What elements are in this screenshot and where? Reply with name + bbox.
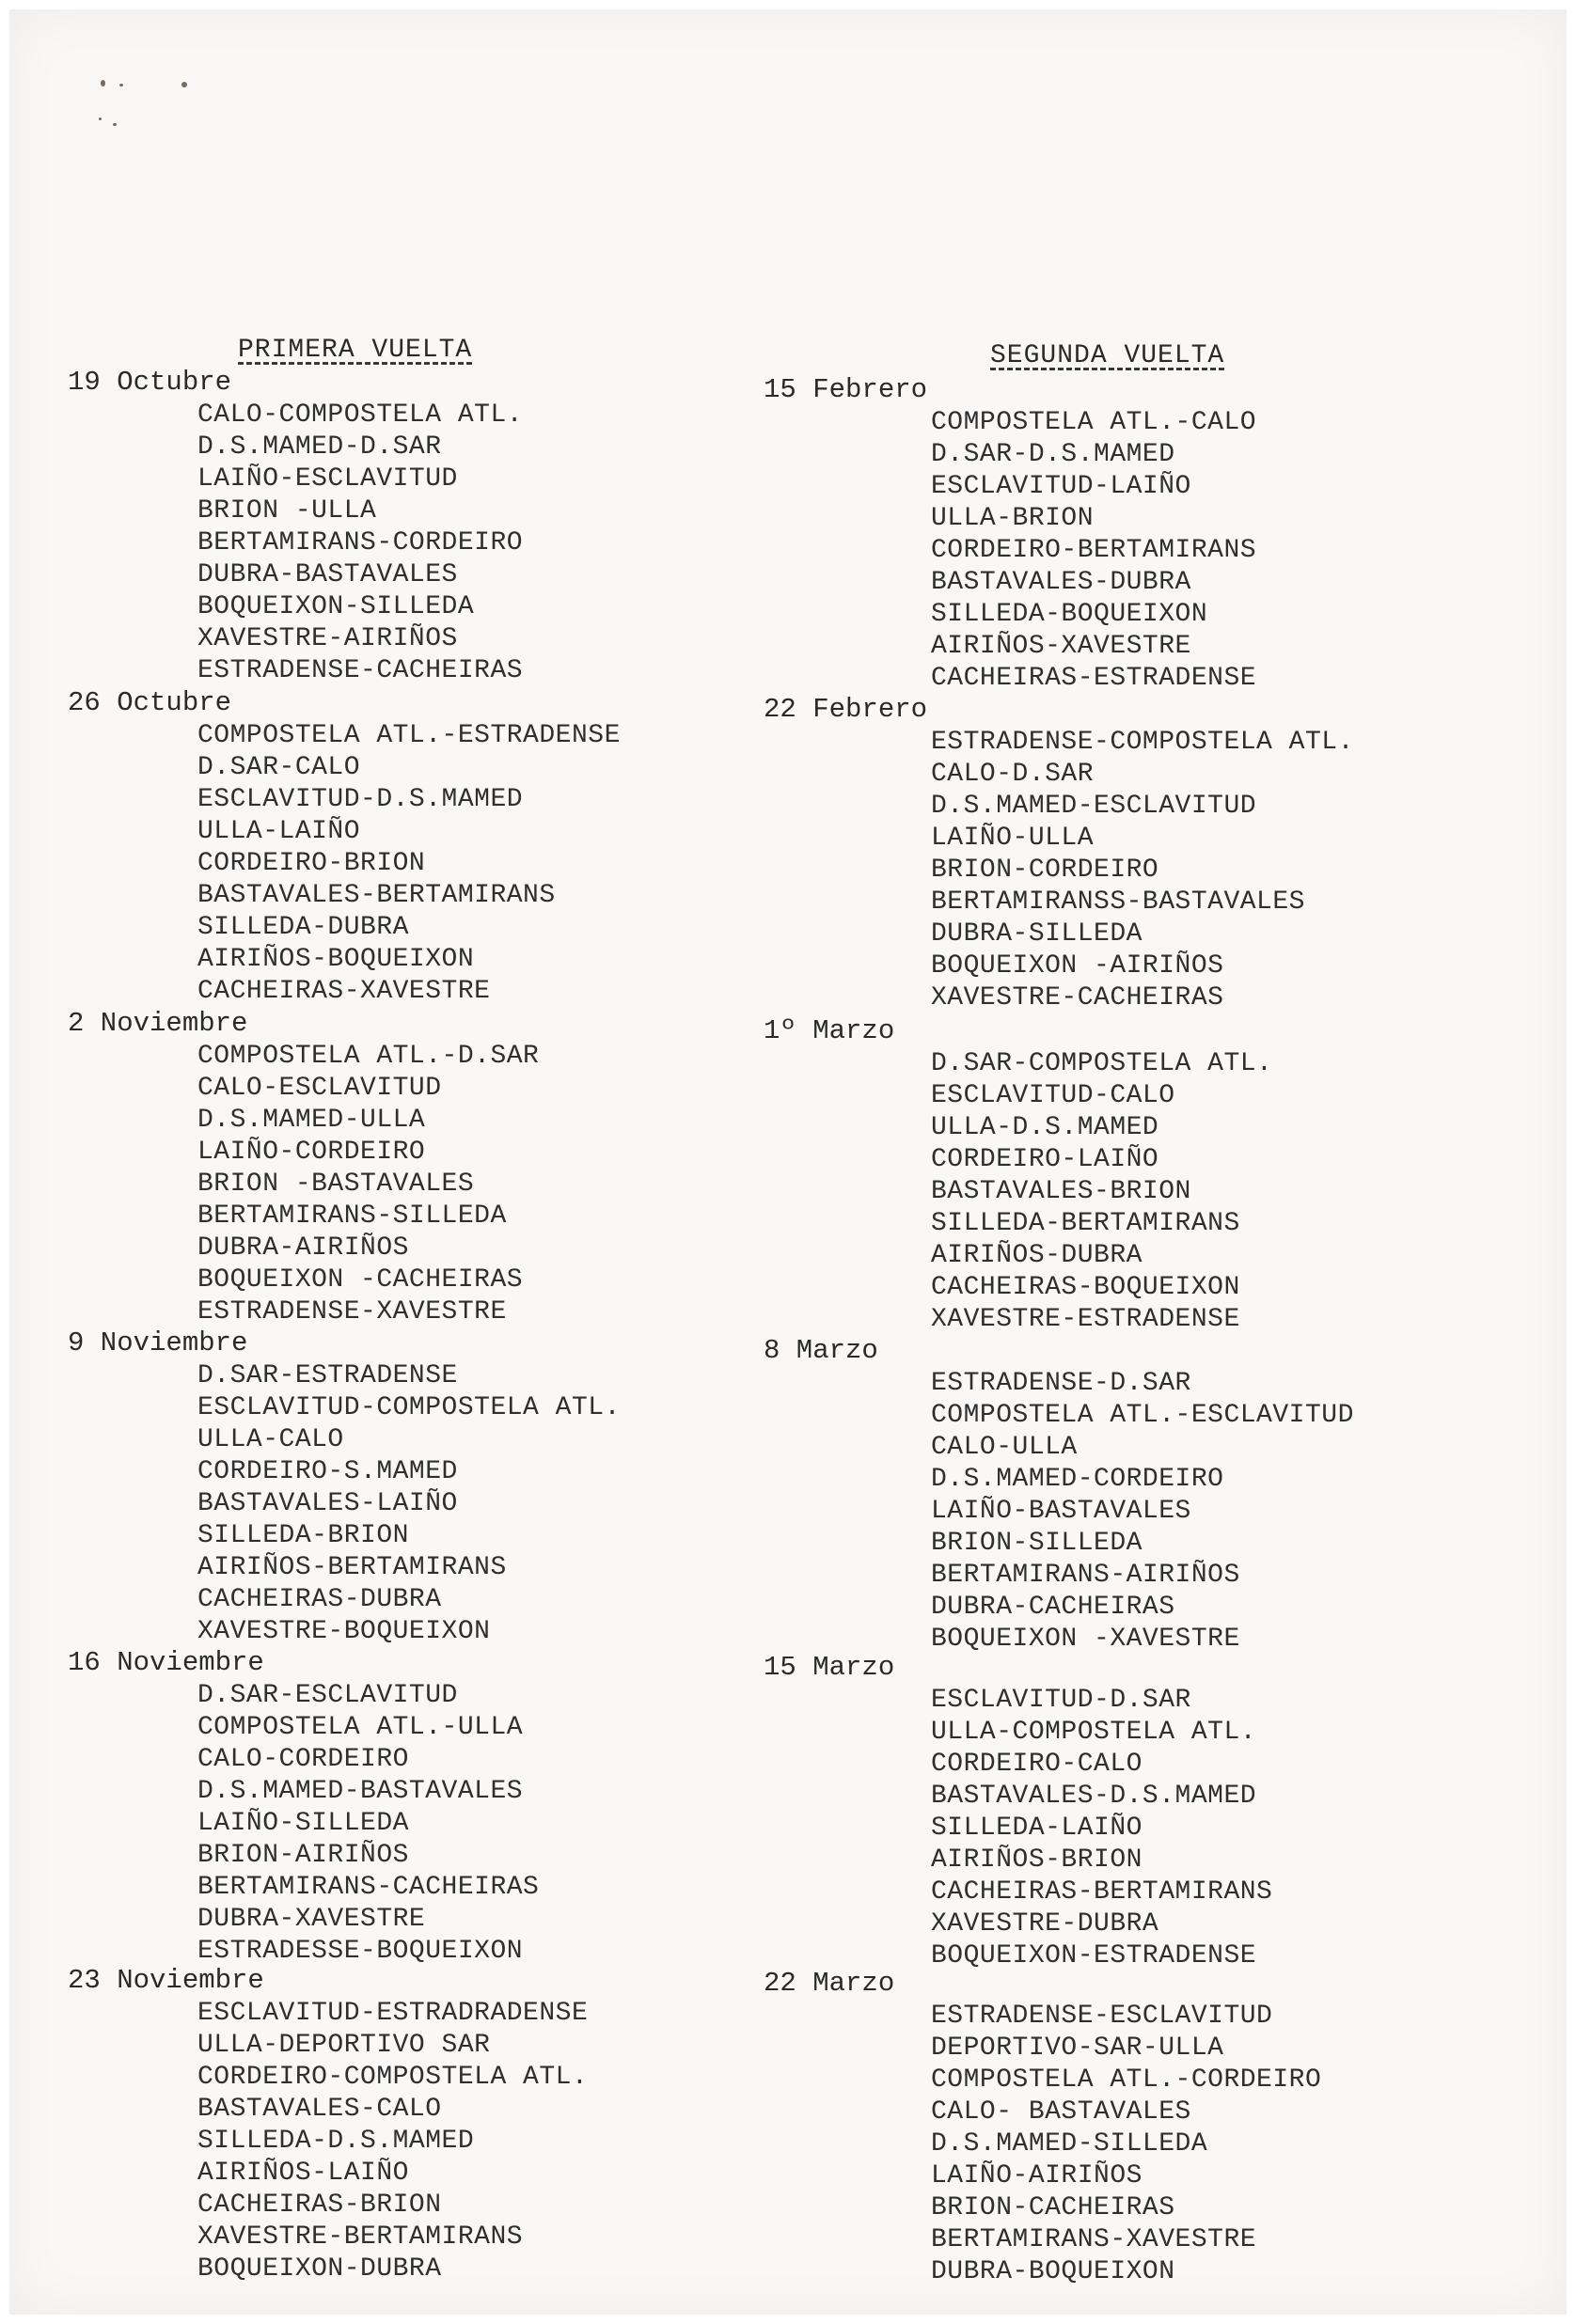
fixture-line: ULLA-DEPORTIVO SAR — [197, 2031, 491, 2060]
fixture-line: LAIÑO-BASTAVALES — [931, 1497, 1191, 1526]
fixture-line: COMPOSTELA ATL.-CORDEIRO — [931, 2065, 1322, 2095]
fixture-line: BRION-SILLEDA — [931, 1529, 1143, 1558]
fixture-line: ESCLAVITUD-ESTRADRADENSE — [197, 1999, 589, 2028]
fixture-line: ESCLAVITUD-D.S.MAMED — [197, 785, 524, 814]
round-date: 2 Noviembre — [68, 1008, 248, 1039]
fixture-line: SILLEDA-BRION — [197, 1521, 409, 1550]
fixture-line: ESTRADENSE-XAVESTRE — [197, 1297, 507, 1327]
fixture-line: CACHEIRAS-BRION — [197, 2191, 442, 2220]
fixture-line: AIRIÑOS-BERTAMIRANS — [197, 1553, 507, 1582]
fixture-line: COMPOSTELA ATL.-CALO — [931, 408, 1257, 437]
fixture-line: D.SAR-D.S.MAMED — [931, 440, 1175, 469]
round-date: 15 Marzo — [764, 1652, 895, 1683]
fixture-line: D.SAR-ESTRADENSE — [197, 1361, 458, 1390]
fixture-line: AIRIÑOS-BRION — [931, 1845, 1143, 1875]
fixture-line: DUBRA-XAVESTRE — [197, 1905, 426, 1934]
fixture-line: AIRIÑOS-LAIÑO — [197, 2159, 409, 2188]
fixture-line: CACHEIRAS-DUBRA — [197, 1585, 442, 1614]
fixture-line: BERTAMIRANS-AIRIÑOS — [931, 1561, 1240, 1590]
fixture-line: DUBRA-CACHEIRAS — [931, 1593, 1175, 1622]
fixture-line: CALO-ESCLAVITUD — [197, 1074, 442, 1103]
fixture-line: D.SAR-COMPOSTELA ATL. — [931, 1049, 1273, 1078]
fixture-line: CACHEIRAS-BOQUEIXON — [931, 1273, 1240, 1302]
fixture-line: CALO-COMPOSTELA ATL. — [197, 400, 524, 430]
round-date: 22 Febrero — [764, 694, 928, 725]
fixture-line: CORDEIRO-CALO — [931, 1750, 1143, 1779]
fixture-line: BASTAVALES-BRION — [931, 1177, 1191, 1206]
fixture-line: ULLA-COMPOSTELA ATL. — [931, 1718, 1257, 1747]
fixture-line: D.S.MAMED-SILLEDA — [931, 2129, 1208, 2159]
fixture-line: XAVESTRE-CACHEIRAS — [931, 983, 1224, 1013]
fixture-line: DUBRA-BOQUEIXON — [931, 2257, 1175, 2286]
fixture-line: BERTAMIRANS-CACHEIRAS — [197, 1873, 540, 1902]
fixture-line: BRION-AIRIÑOS — [197, 1841, 409, 1870]
fixture-line: BERTAMIRANS-SILLEDA — [197, 1201, 507, 1231]
fixture-line: LAIÑO-ESCLAVITUD — [197, 464, 458, 494]
fixture-line: SILLEDA-D.S.MAMED — [197, 2127, 475, 2156]
fixture-line: ESTRADENSE-ESCLAVITUD — [931, 2002, 1273, 2031]
fixture-line: LAIÑO-SILLEDA — [197, 1809, 409, 1838]
fixture-line: SILLEDA-BERTAMIRANS — [931, 1209, 1240, 1238]
fixture-line: BASTAVALES-CALO — [197, 2095, 442, 2124]
fixture-line: LAIÑO-ULLA — [931, 824, 1095, 853]
fixture-line: BASTAVALES-DUBRA — [931, 568, 1191, 597]
fixture-line: BRION -BASTAVALES — [197, 1170, 475, 1199]
fixture-line: CORDEIRO-BRION — [197, 849, 426, 878]
fixture-line: ESCLAVITUD-CALO — [931, 1081, 1175, 1110]
fixture-line: ULLA-LAIÑO — [197, 817, 361, 846]
fixture-line: AIRIÑOS-BOQUEIXON — [197, 945, 475, 974]
fixture-line: BOQUEIXON -AIRIÑOS — [931, 951, 1224, 981]
fixture-line: D.SAR-ESCLAVITUD — [197, 1681, 458, 1710]
fixture-line: AIRIÑOS-DUBRA — [931, 1241, 1143, 1270]
round-date: 8 Marzo — [764, 1335, 878, 1366]
fixture-line: CACHEIRAS-BERTAMIRANS — [931, 1877, 1273, 1907]
round-date: 16 Noviembre — [68, 1647, 264, 1678]
fixture-line: CORDEIRO-LAIÑO — [931, 1145, 1159, 1174]
fixture-line: LAIÑO-AIRIÑOS — [931, 2161, 1143, 2191]
column-heading: SEGUNDA VUELTA — [990, 341, 1225, 370]
fixture-line: CALO-D.SAR — [931, 760, 1095, 789]
fixture-line: ESCLAVITUD-COMPOSTELA ATL. — [197, 1393, 621, 1422]
round-date: 22 Marzo — [764, 1968, 895, 1999]
fixture-line: CALO- BASTAVALES — [931, 2097, 1191, 2127]
fixture-line: ESTRADENSE-D.SAR — [931, 1369, 1191, 1398]
fixture-line: DUBRA-SILLEDA — [931, 919, 1143, 949]
fixture-line: BRION-CACHEIRAS — [931, 2193, 1175, 2222]
fixture-line: XAVESTRE-BOQUEIXON — [197, 1617, 491, 1646]
round-date: 15 Febrero — [764, 374, 928, 405]
fixture-line: XAVESTRE-ESTRADENSE — [931, 1305, 1240, 1334]
fixture-line: XAVESTRE-DUBRA — [931, 1909, 1159, 1939]
fixture-line: BRION-CORDEIRO — [931, 856, 1159, 885]
fixture-line: DUBRA-BASTAVALES — [197, 560, 458, 589]
round-date: 23 Noviembre — [68, 1965, 264, 1996]
round-date: 1º Marzo — [764, 1015, 895, 1046]
fixture-line: D.S.MAMED-ULLA — [197, 1106, 426, 1135]
round-date: 26 Octubre — [68, 687, 232, 718]
fixture-line: DEPORTIVO-SAR-ULLA — [931, 2034, 1224, 2063]
fixture-line: CORDEIRO-COMPOSTELA ATL. — [197, 2063, 589, 2092]
fixture-line: BOQUEIXON -CACHEIRAS — [197, 1265, 524, 1295]
fixture-line: COMPOSTELA ATL.-D.SAR — [197, 1042, 540, 1071]
fixture-line: ULLA-D.S.MAMED — [931, 1113, 1159, 1142]
fixture-line: COMPOSTELA ATL.-ESCLAVITUD — [931, 1401, 1354, 1430]
fixture-line: CACHEIRAS-ESTRADENSE — [931, 664, 1257, 693]
round-date: 9 Noviembre — [68, 1327, 248, 1358]
column-heading: PRIMERA VUELTA — [238, 336, 473, 365]
fixture-line: LAIÑO-CORDEIRO — [197, 1138, 426, 1167]
fixture-line: BERTAMIRANS-XAVESTRE — [931, 2225, 1257, 2254]
fixture-line: ESCLAVITUD-D.SAR — [931, 1686, 1191, 1715]
fixture-line: BASTAVALES-BERTAMIRANS — [197, 881, 556, 910]
fixture-line: CORDEIRO-BERTAMIRANS — [931, 536, 1257, 565]
fixture-line: DUBRA-AIRIÑOS — [197, 1233, 409, 1263]
fixture-line: XAVESTRE-BERTAMIRANS — [197, 2222, 524, 2252]
fixture-line: ESTRADESSE-BOQUEIXON — [197, 1937, 524, 1966]
fixture-line: XAVESTRE-AIRIÑOS — [197, 624, 458, 653]
round-date: 19 Octubre — [68, 367, 232, 398]
fixture-line: CALO-CORDEIRO — [197, 1745, 409, 1774]
fixture-line: ESCLAVITUD-LAIÑO — [931, 472, 1191, 501]
fixture-line: CACHEIRAS-XAVESTRE — [197, 977, 491, 1006]
fixture-line: BASTAVALES-LAIÑO — [197, 1489, 458, 1518]
fixture-line: BERTAMIRANS-CORDEIRO — [197, 528, 524, 557]
fixture-line: BRION -ULLA — [197, 496, 377, 526]
fixture-line: BERTAMIRANSS-BASTAVALES — [931, 887, 1305, 917]
fixture-line: ULLA-CALO — [197, 1425, 344, 1454]
fixture-line: D.S.MAMED-CORDEIRO — [931, 1465, 1224, 1494]
fixture-line: CORDEIRO-S.MAMED — [197, 1457, 458, 1486]
fixture-line: CALO-ULLA — [931, 1433, 1078, 1462]
fixture-line: D.SAR-CALO — [197, 753, 361, 782]
fixture-line: BOQUEIXON -XAVESTRE — [931, 1625, 1240, 1654]
fixture-line: ULLA-BRION — [931, 504, 1095, 533]
fixture-line: D.S.MAMED-ESCLAVITUD — [931, 792, 1257, 821]
fixture-line: SILLEDA-DUBRA — [197, 913, 409, 942]
fixture-line: SILLEDA-LAIÑO — [931, 1814, 1143, 1843]
fixture-line: SILLEDA-BOQUEIXON — [931, 600, 1208, 629]
fixture-line: BASTAVALES-D.S.MAMED — [931, 1782, 1257, 1811]
fixture-line: ESTRADENSE-COMPOSTELA ATL. — [931, 728, 1354, 757]
fixture-line: ESTRADENSE-CACHEIRAS — [197, 656, 524, 685]
fixture-line: AIRIÑOS-XAVESTRE — [931, 632, 1191, 661]
fixture-line: D.S.MAMED-D.SAR — [197, 432, 442, 462]
fixture-line: BOQUEIXON-SILLEDA — [197, 592, 475, 621]
fixture-line: BOQUEIXON-ESTRADENSE — [931, 1941, 1257, 1971]
fixture-line: D.S.MAMED-BASTAVALES — [197, 1777, 524, 1806]
fixture-line: BOQUEIXON-DUBRA — [197, 2254, 442, 2284]
fixture-line: COMPOSTELA ATL.-ULLA — [197, 1713, 524, 1742]
fixture-line: COMPOSTELA ATL.-ESTRADENSE — [197, 721, 621, 750]
